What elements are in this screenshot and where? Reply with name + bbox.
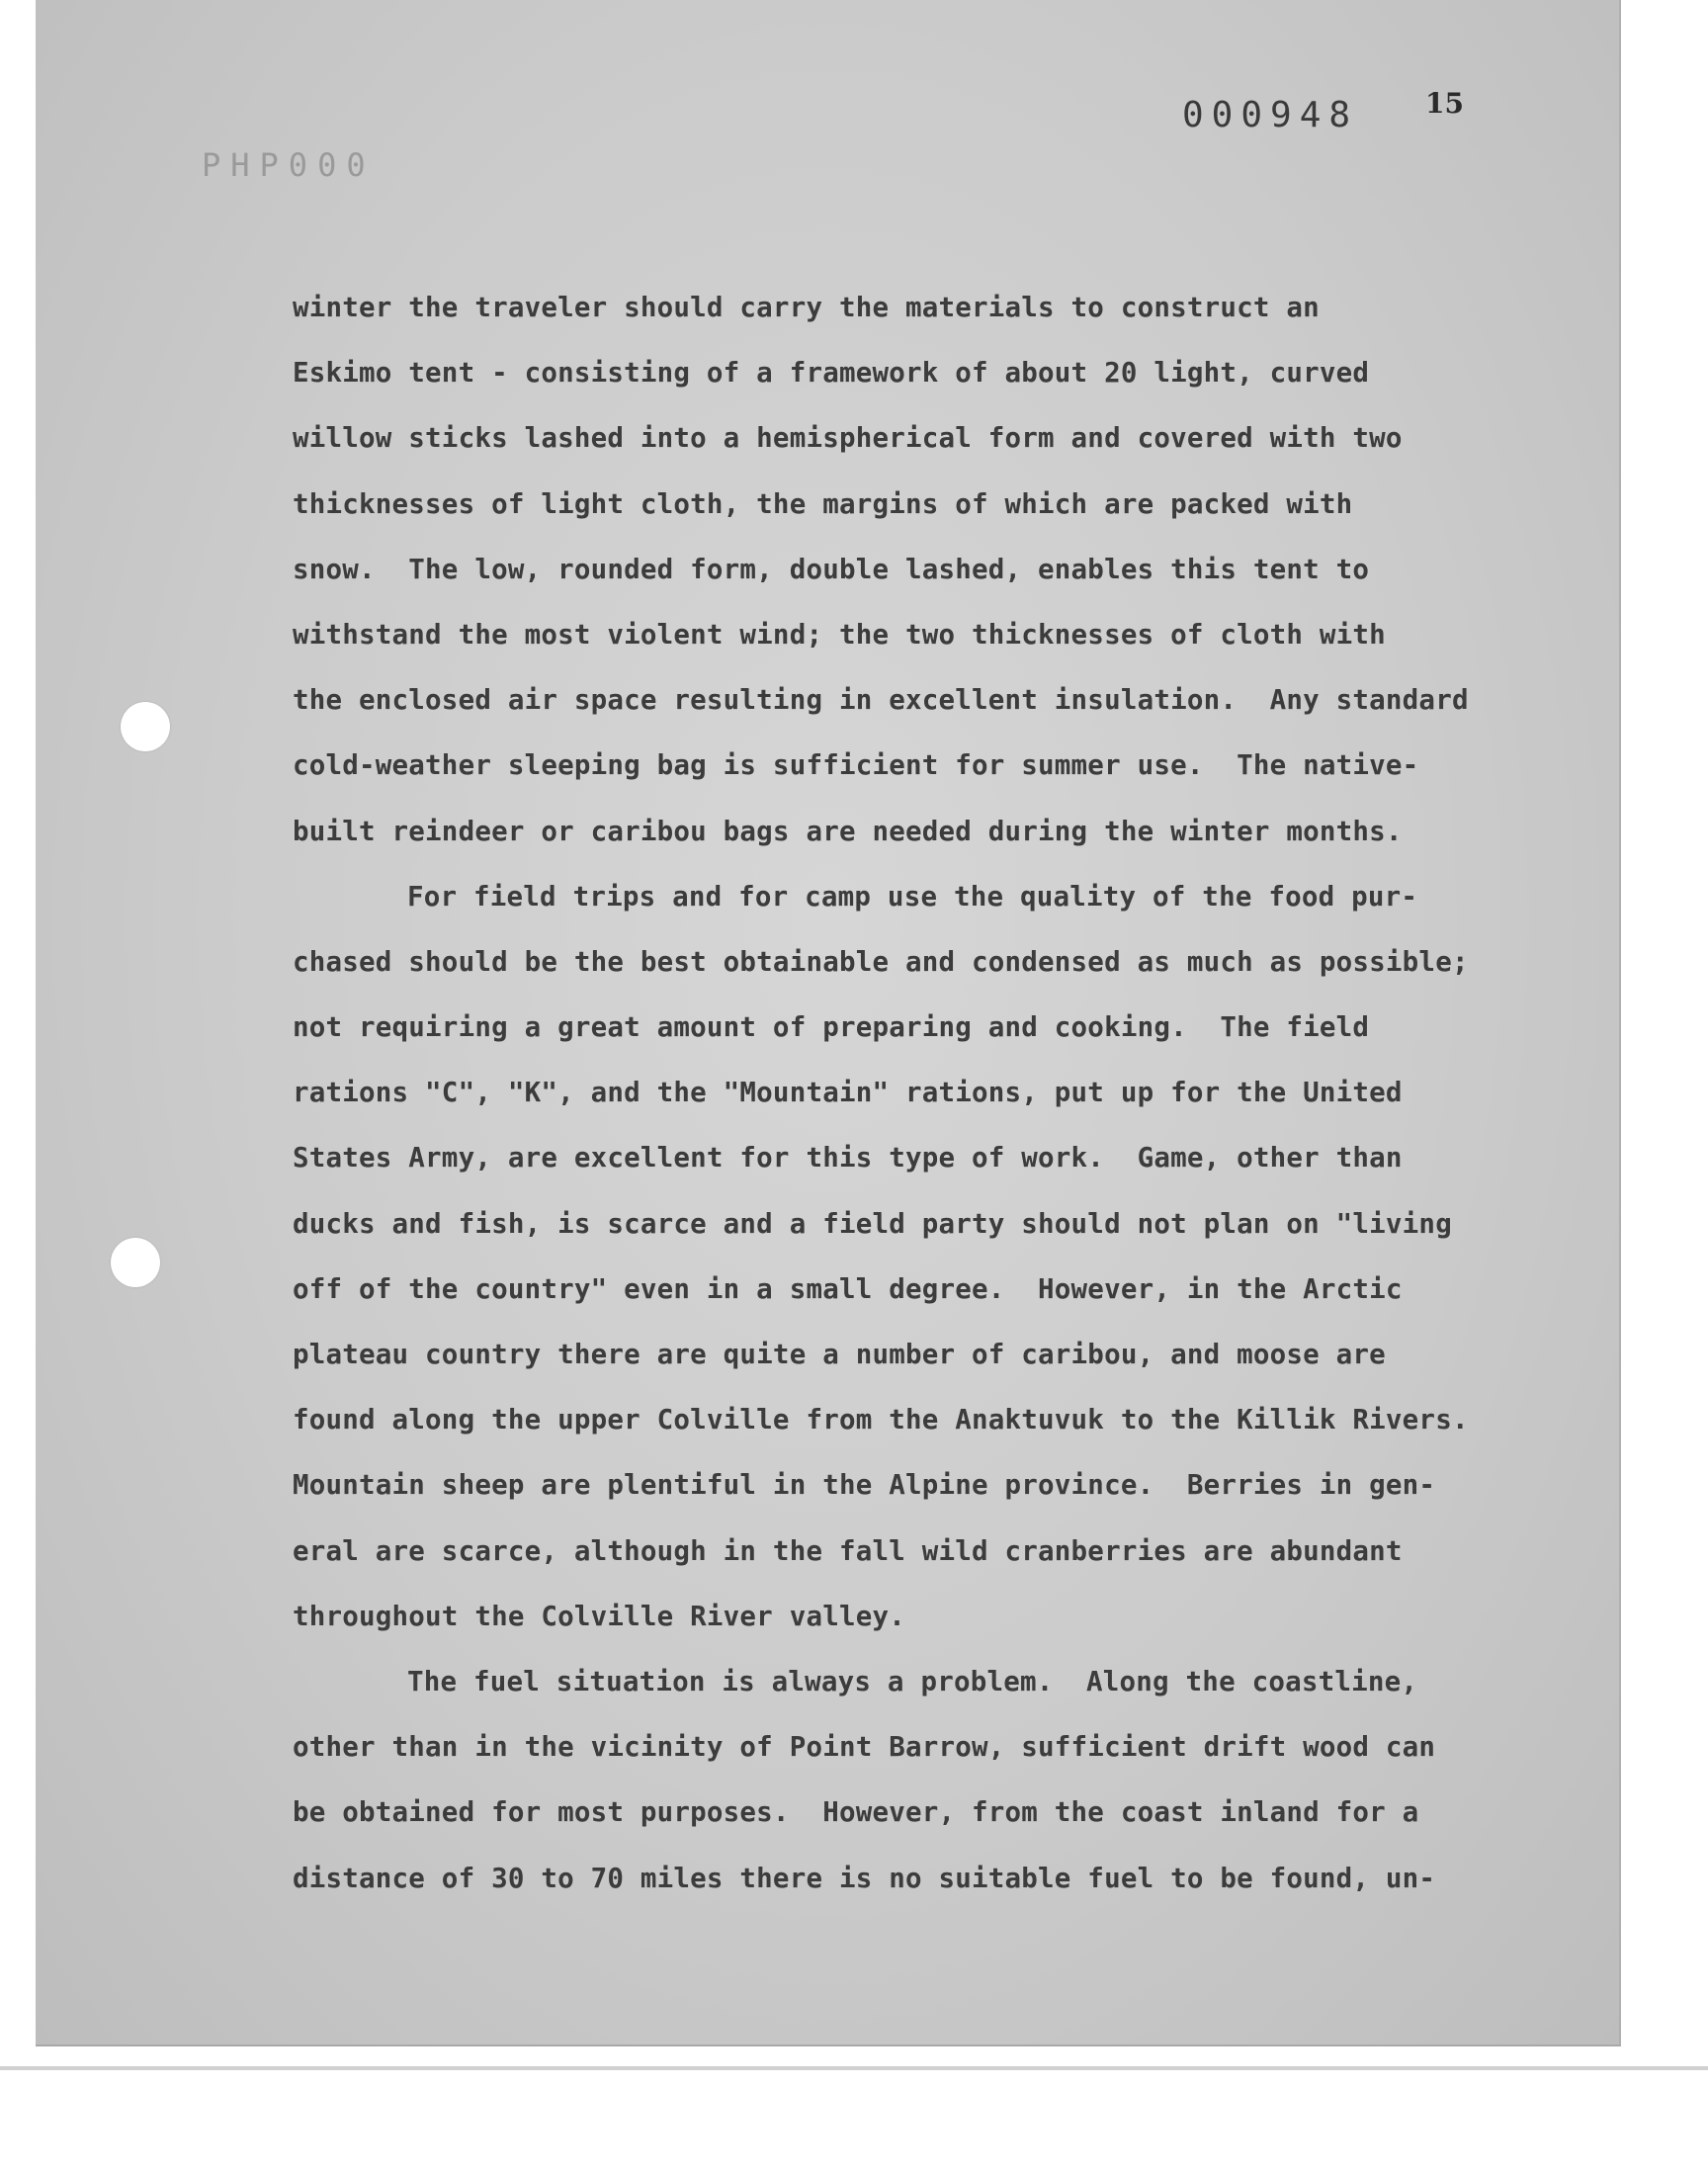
document-number: 000948 — [1182, 95, 1359, 135]
text-line: cold-weather sleeping bag is sufficient for summer use. The native- — [293, 749, 1419, 782]
text-line: States Army, are excellent for this type of work. Game, other than — [293, 1142, 1403, 1174]
text-line: Eskimo tent - consisting of a framework of about 20 light, curved — [293, 357, 1370, 390]
text-line: not requiring a great amount of preparing and cooking. The field — [293, 1011, 1370, 1044]
text-line: plateau country there are quite a number of caribou, and moose are — [293, 1339, 1386, 1370]
text-line: willow sticks lashed into a hemispherical form and covered with two — [293, 422, 1403, 455]
punch-hole — [111, 1238, 160, 1287]
text-line: the enclosed air space resulting in excellent insulation. Any standard — [293, 684, 1469, 717]
body-text — [293, 275, 1479, 1911]
text-line: For field trips and for camp use the quality of the food pur- — [407, 880, 1418, 913]
text-line: rations "C", "K", and the "Mountain" rations, put up for the United — [293, 1077, 1403, 1109]
text-line: eral are scarce, although in the fall wild cranberries are abundant — [293, 1534, 1403, 1567]
text-line: chased should be the best obtainable and condensed as much as possible; — [293, 945, 1469, 978]
text-line: distance of 30 to 70 miles there is no suitable fuel to be found, un- — [293, 1862, 1436, 1894]
page-edge — [0, 2066, 1708, 2070]
text-line: winter the traveler should carry the materials to construct an — [293, 292, 1320, 323]
text-line: other than in the vicinity of Point Barrow, sufficient drift wood can — [293, 1731, 1436, 1764]
text-line: Mountain sheep are plentiful in the Alpine province. Berries in gen- — [293, 1469, 1436, 1502]
text-line: found along the upper Colville from the Anaktuvuk to the Killik Rivers. — [293, 1404, 1469, 1436]
text-line: be obtained for most purposes. However, from the coast inland for a — [293, 1796, 1419, 1829]
faint-stamp: PHP000 — [202, 146, 376, 184]
text-line: off of the country" even in a small degree. However, in the Arctic — [293, 1272, 1403, 1305]
text-line: built reindeer or caribou bags are needed during the winter months. — [293, 815, 1403, 847]
page-number: 15 — [1425, 87, 1464, 120]
text-line: throughout the Colville River valley. — [293, 1600, 905, 1632]
punch-hole — [121, 702, 170, 751]
text-line: withstand the most violent wind; the two thicknesses of cloth with — [293, 618, 1386, 651]
text-line: The fuel situation is always a problem. Along the coastline, — [407, 1665, 1418, 1697]
text-line: ducks and fish, is scarce and a field party should not plan on "living — [293, 1207, 1452, 1240]
text-line: thicknesses of light cloth, the margins of which are packed with — [293, 487, 1353, 520]
text-line: snow. The low, rounded form, double lashed, enables this tent to — [293, 553, 1370, 585]
